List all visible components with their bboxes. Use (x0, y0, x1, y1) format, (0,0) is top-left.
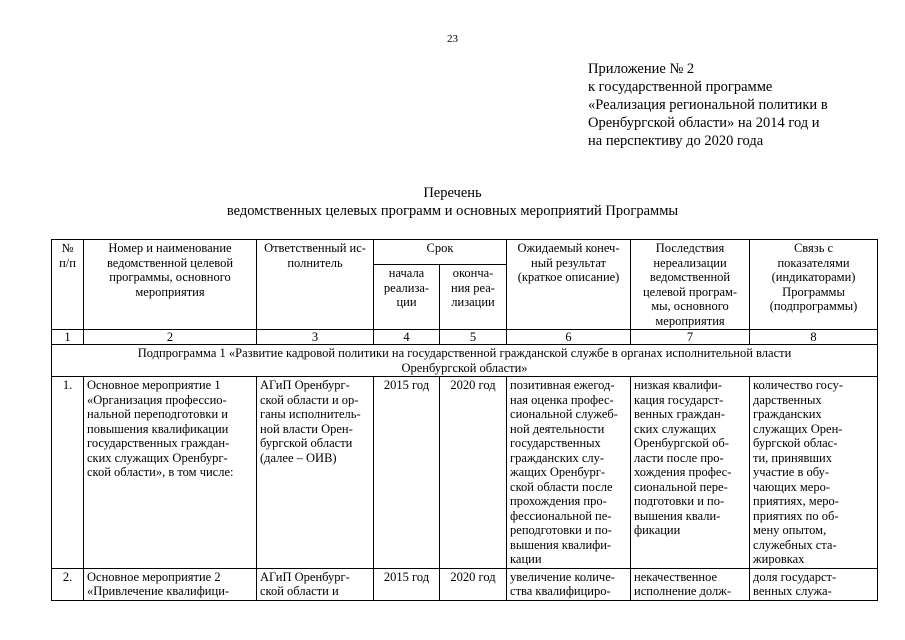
programs-table (51, 239, 878, 601)
row-name: Основное мероприятие 2 «Привлечение квалифици- (84, 568, 257, 600)
row-consequences: низкая квалифи- кация государст- венных граждан- ских служащих Оренбургской об- ласти после про- хождения профес- сиональной пере- подготовки и по- вышения квали- фикации (631, 377, 750, 569)
column-number: 8 (750, 330, 878, 345)
appendix-line: «Реализация региональной политики в (588, 97, 828, 113)
subprogram-row (52, 345, 878, 377)
column-number: 5 (440, 330, 507, 345)
appendix-line: Оренбургской области» на 2014 год и (588, 115, 820, 131)
column-number: 4 (374, 330, 440, 345)
page-number: 23 (447, 33, 458, 45)
header-term: Срок (374, 240, 507, 265)
column-number: 6 (507, 330, 631, 345)
row-end: 2020 год (440, 568, 507, 600)
document-title (0, 184, 905, 220)
row-responsible: АГиП Оренбург- ской области и ор- ганы исполнитель- ной власти Орен- бургской области (далее – ОИВ) (257, 377, 374, 569)
header-result: Ожидаемый конеч- ный результат (краткое описание) (507, 240, 631, 330)
header-row (52, 240, 878, 265)
appendix-line: на перспективу до 2020 года (588, 133, 764, 149)
row-end: 2020 год (440, 377, 507, 569)
row-num: 2. (52, 568, 84, 600)
row-start: 2015 год (374, 568, 440, 600)
header-responsible: Ответственный ис- полнитель (257, 240, 374, 330)
row-start: 2015 год (374, 377, 440, 569)
appendix-line: к государственной программе (588, 79, 773, 95)
row-link: количество госу- дарственных гражданских служащих Орен- бургской облас- ти, принявших участие в обу- чающих меро- приятиях, меро- приятиях по об- мену опытом, служебных ста- жировках (750, 377, 878, 569)
row-responsible: АГиП Оренбург- ской области и (257, 568, 374, 600)
header-num: № п/п (52, 240, 84, 330)
title-line-2: ведомственных целевых программ и основных мероприятий Программы (226, 203, 679, 219)
table-row (52, 377, 878, 569)
table-row (52, 568, 878, 600)
row-link: доля государст- венных служа- (750, 568, 878, 600)
row-result: увеличение количе- ства квалифициро- (507, 568, 631, 600)
appendix-caption (588, 60, 828, 150)
subprogram-title: Подпрограмма 1 «Развитие кадровой политики на государственной гражданской службе в органах исполнительной власти Оренбургской области» (52, 345, 878, 377)
header-consequences: Последствия нереализации ведомственной целевой програм- мы, основного мероприятия (631, 240, 750, 330)
appendix-line: Приложение № 2 (588, 61, 695, 77)
header-start: начала реализа- ции (374, 265, 440, 330)
header-link: Связь с показателями (индикаторами) Программы (подпрограммы) (750, 240, 878, 330)
header-end: оконча- ния реа- лизации (440, 265, 507, 330)
title-line-1: Перечень (423, 185, 482, 201)
column-number: 3 (257, 330, 374, 345)
column-number: 2 (84, 330, 257, 345)
header-name: Номер и наименование ведомственной целевой программы, основного мероприятия (84, 240, 257, 330)
column-number: 1 (52, 330, 84, 345)
row-consequences: некачественное исполнение долж- (631, 568, 750, 600)
column-number-row (52, 330, 878, 345)
row-name: Основное мероприятие 1 «Организация профессио- нальной переподготовки и повышения квалификации государственных граждан- ских служащих Оренбург- ской области», в том числе: (84, 377, 257, 569)
row-result: позитивная ежегод- ная оценка профес- сиональной служеб- ной деятельности государственных гражданских слу- жащих Оренбург- ской области после прохождения про- фессиональной пе- реподготовки и по- вышения квалифи- кации (507, 377, 631, 569)
row-num: 1. (52, 377, 84, 569)
column-number: 7 (631, 330, 750, 345)
